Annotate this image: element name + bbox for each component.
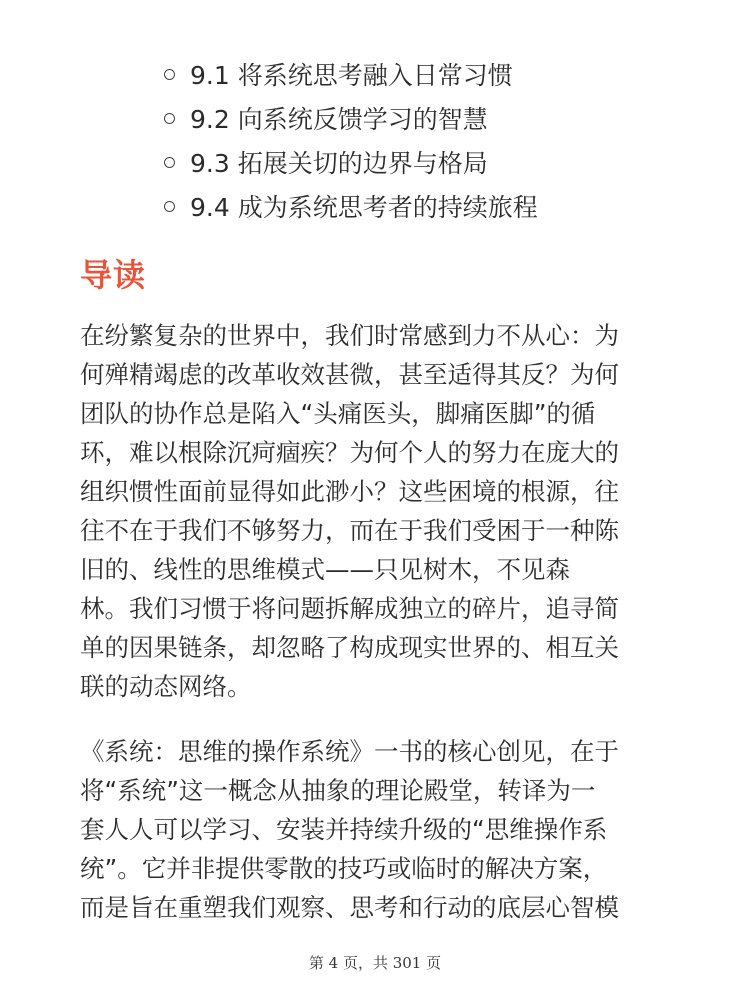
toc-item[interactable] <box>160 52 538 96</box>
paragraph-line: 而是旨在重塑我们观察、思考和行动的底层心智模 <box>80 893 619 922</box>
toc-item-label: 9.3 拓展关切的边界与格局 <box>190 149 488 178</box>
paragraph-line: 组织惯性面前显得如此渺小？这些困境的根源，往 <box>80 477 619 506</box>
table-of-contents <box>160 52 538 228</box>
body-paragraph <box>80 732 680 927</box>
paragraph-line: 在纷繁复杂的世界中，我们时常感到力不从心：为 <box>80 321 619 350</box>
page-number-footer: 第 4 页，共 301 页 <box>308 954 442 972</box>
hollow-circle-bullet-icon <box>164 113 175 124</box>
paragraph-line: 套人人可以学习、安装并持续升级的“思维操作系 <box>80 815 608 844</box>
toc-item-label: 9.1 将系统思考融入日常习惯 <box>190 61 513 90</box>
paragraph-line: 统”。它并非提供零散的技巧或临时的解决方案， <box>80 854 608 883</box>
toc-item-label: 9.4 成为系统思考者的持续旅程 <box>190 193 538 222</box>
toc-item[interactable] <box>160 140 538 184</box>
section-heading: 导读 <box>80 256 147 294</box>
paragraph-line: 单的因果链条，却忽略了构成现实世界的、相互关 <box>80 633 619 662</box>
body-paragraph <box>80 316 680 706</box>
paragraph-line: 团队的协作总是陷入“头痛医头，脚痛医脚”的循 <box>80 399 596 428</box>
paragraph-line: 旧的、线性的思维模式——只见树木，不见森 <box>80 555 570 584</box>
toc-item[interactable] <box>160 96 538 140</box>
paragraph-line: 往不在于我们不够努力，而在于我们受困于一种陈 <box>80 516 619 545</box>
hollow-circle-bullet-icon <box>164 201 175 212</box>
toc-item[interactable] <box>160 184 538 228</box>
paragraph-line: 联的动态网络。 <box>80 672 252 701</box>
hollow-circle-bullet-icon <box>164 157 175 168</box>
paragraph-line: 环，难以根除沉疴痼疾？为何个人的努力在庞大的 <box>80 438 619 467</box>
paragraph-line: 《系统：思维的操作系统》一书的核心创见，在于 <box>80 737 619 766</box>
toc-item-label: 9.2 向系统反馈学习的智慧 <box>190 105 488 134</box>
paragraph-line: 何殚精竭虑的改革收效甚微，甚至适得其反？为何 <box>80 360 619 389</box>
hollow-circle-bullet-icon <box>164 69 175 80</box>
paragraph-line: 将“系统”这一概念从抽象的理论殿堂，转译为一 <box>80 776 596 805</box>
paragraph-line: 林。我们习惯于将问题拆解成独立的碎片，追寻简 <box>80 594 619 623</box>
